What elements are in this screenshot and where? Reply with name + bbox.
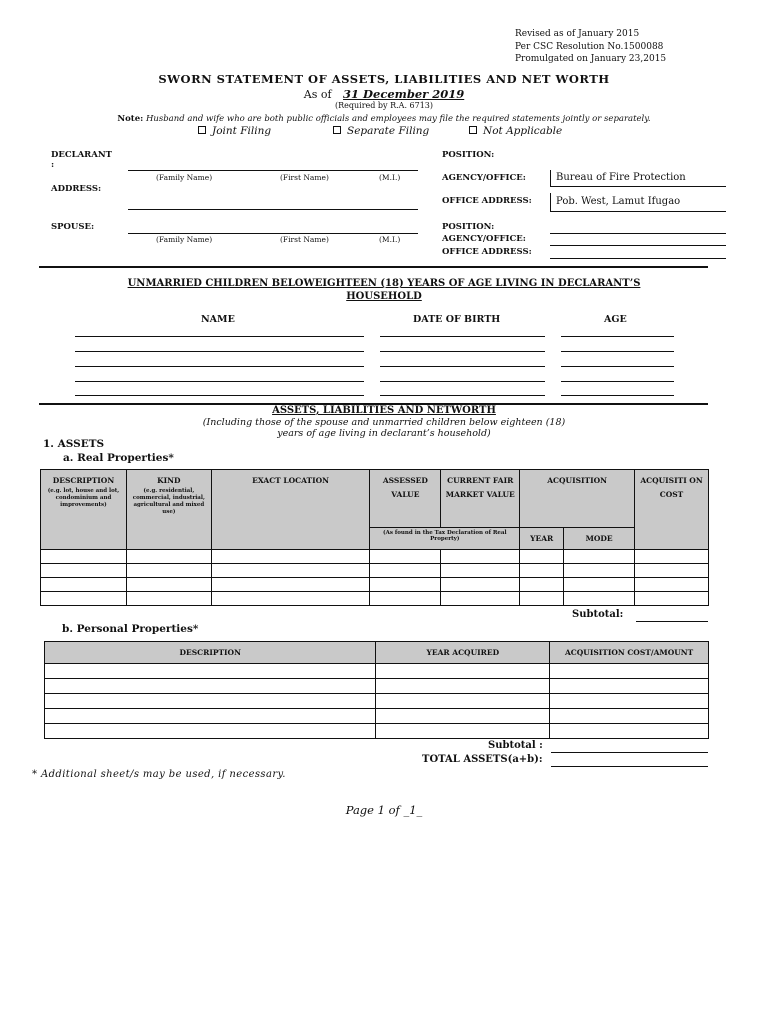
child-age-field[interactable] [561,336,674,337]
spouse-agency-field[interactable] [550,245,726,246]
csc-resolution: Per CSC Resolution No.1500088 [515,41,664,52]
child-name-field[interactable] [75,336,364,337]
table-cell[interactable] [45,724,376,739]
real-description-label: DESCRIPTION [52,476,115,485]
table-cell[interactable] [550,709,709,724]
table-row [41,578,709,592]
address-label: ADDRESS: [51,184,102,194]
address-field[interactable] [128,209,418,210]
declarant-name-field[interactable] [128,170,418,171]
revision-info [515,28,666,66]
table-row [45,694,709,709]
child-name-field[interactable] [75,351,364,352]
table-cell[interactable] [370,592,441,606]
as-of-line [0,87,768,101]
additional-sheet-footnote: * Additional sheet/s may be used, if necessary. [32,769,286,780]
table-cell[interactable] [564,592,635,606]
table-cell[interactable] [635,578,709,592]
spouse-office-address-label: OFFICE ADDRESS: [442,247,532,257]
document-title: SWORN STATEMENT OF ASSETS, LIABILITIES AND NET WORTH [158,72,610,86]
real-kind-header [126,470,211,550]
child-dob-field[interactable] [380,336,545,337]
as-of-date: 31 December 2019 [343,87,465,101]
child-dob-field[interactable] [380,381,545,382]
children-title-line1: UNMARRIED CHILDREN BELOWEIGHTEEN (18) YEARS OF AGE LIVING IN DECLARANT’S [127,278,641,289]
table-cell[interactable] [564,564,635,578]
personal-subtotal-label: Subtotal : [488,740,543,751]
not-applicable-label: Not Applicable [483,125,563,137]
checkbox-icon[interactable] [469,126,477,134]
table-cell[interactable] [41,578,127,592]
personal-acquisition-cost-header: ACQUISITION COST/AMOUNT [550,642,709,664]
table-cell[interactable] [550,694,709,709]
table-cell[interactable] [635,550,709,564]
table-cell[interactable] [41,564,127,578]
section-divider [39,266,708,268]
child-dob-field[interactable] [380,366,545,367]
page-number: Page 1 of _1_ [345,803,423,817]
table-cell[interactable] [370,564,441,578]
personal-description-header: DESCRIPTION [45,642,376,664]
table-cell[interactable] [41,550,127,564]
table-cell[interactable] [211,564,370,578]
position-label: POSITION: [442,150,495,160]
spouse-family-name-caption: (Family Name) [156,235,213,244]
table-cell[interactable] [126,550,211,564]
checkbox-icon[interactable] [333,126,341,134]
child-age-field[interactable] [561,366,674,367]
separate-filing-label: Separate Filing [347,125,430,137]
table-row [41,550,709,564]
table-row [45,664,709,679]
real-subtotal-label: Subtotal: [572,609,624,620]
table-row [45,709,709,724]
spouse-position-label: POSITION: [442,222,495,232]
table-cell[interactable] [550,724,709,739]
table-cell[interactable] [550,679,709,694]
office-address-label: OFFICE ADDRESS: [442,196,532,206]
children-title-line2: HOUSEHOLD [346,291,422,302]
filing-note [0,114,768,124]
table-cell[interactable] [520,550,564,564]
table-cell[interactable] [126,592,211,606]
table-cell[interactable] [441,564,520,578]
assets-subtitle-line1: (Including those of the spouse and unmarried children below eighteen (18) [202,417,566,428]
assets-heading: 1. ASSETS [43,438,105,450]
table-row [45,679,709,694]
joint-filing-label: Joint Filing [212,125,272,137]
spouse-mi-caption: (M.I.) [379,235,401,244]
table-cell[interactable] [564,550,635,564]
personal-subtotal-field[interactable] [551,752,708,753]
table-cell[interactable] [520,592,564,606]
table-cell[interactable] [211,578,370,592]
revised-date: Revised as of January 2015 [515,29,640,39]
table-cell[interactable] [441,550,520,564]
table-cell[interactable] [211,550,370,564]
real-description-hint: (e.g. lot, house and lot, condominium and improvements) [47,488,120,508]
children-age-header: AGE [604,314,627,325]
table-cell[interactable] [211,592,370,606]
spouse-label: SPOUSE: [51,222,95,232]
spouse-agency-label: AGENCY/OFFICE: [442,234,526,244]
table-cell[interactable] [376,724,550,739]
table-cell[interactable] [376,694,550,709]
real-acquisition-cost-header: ACQUISITI ON COST [635,470,709,550]
real-properties-heading: a. Real Properties* [63,452,174,464]
real-exact-location-header: EXACT LOCATION [211,470,370,550]
table-cell[interactable] [376,709,550,724]
real-kind-hint: (e.g. residential, commercial, industrial, agricultural and mixed use) [132,488,205,515]
child-age-field[interactable] [561,351,674,352]
table-row [41,592,709,606]
declarant-colon: : [51,160,55,170]
table-cell[interactable] [370,578,441,592]
table-cell[interactable] [376,664,550,679]
first-name-caption: (First Name) [280,173,329,182]
table-row [41,564,709,578]
table-cell[interactable] [370,550,441,564]
office-address-value[interactable]: Pob. West, Lamut Ifugao [556,196,681,207]
as-of-label: As of [303,88,332,101]
agency-value[interactable]: Bureau of Fire Protection [556,172,686,183]
child-dob-field[interactable] [380,351,545,352]
spouse-office-address-field[interactable] [550,258,726,259]
table-cell[interactable] [635,592,709,606]
personal-properties-heading: b. Personal Properties* [62,623,199,635]
table-cell[interactable] [635,564,709,578]
family-name-caption: (Family Name) [156,173,213,182]
real-acquisition-header: ACQUISITION [520,470,635,528]
assets-subtitle-line2: years of age living in declarant’s household) [277,428,491,439]
real-assessed-value-header: ASSESSED VALUE [370,470,441,528]
table-row [45,724,709,739]
table-cell[interactable] [376,679,550,694]
agency-field-line [550,186,726,187]
declarant-label: DECLARANT [51,150,112,160]
child-name-field[interactable] [75,395,364,396]
children-dob-header: DATE OF BIRTH [413,314,501,325]
real-kind-label: KIND [157,476,181,485]
table-cell[interactable] [441,592,520,606]
assets-section-title: ASSETS, LIABILITIES AND NETWORTH [272,405,496,416]
mi-caption: (M.I.) [379,173,401,182]
table-cell[interactable] [441,578,520,592]
real-description-header [41,470,127,550]
spouse-name-field[interactable] [128,233,418,234]
total-assets-field[interactable] [551,766,708,767]
spouse-position-field[interactable] [550,233,726,234]
required-by: (Required by R.A. 6713) [334,101,434,110]
real-year-header: YEAR [520,528,564,550]
table-cell[interactable] [41,592,127,606]
office-address-field-border [550,193,551,211]
office-address-field-line [550,211,726,212]
child-name-field[interactable] [75,366,364,367]
note-label: Note: [117,114,144,124]
agency-field-border [550,170,551,186]
personal-year-acquired-header: YEAR ACQUIRED [376,642,550,664]
table-cell[interactable] [126,564,211,578]
real-properties-table [40,469,709,606]
joint-filing-option[interactable] [198,125,271,137]
table-cell[interactable] [45,694,376,709]
children-name-header: NAME [201,314,235,325]
not-applicable-option[interactable] [469,125,562,137]
separate-filing-option[interactable] [333,125,429,137]
table-cell[interactable] [126,578,211,592]
table-cell[interactable] [564,578,635,592]
child-age-field[interactable] [561,395,674,396]
child-age-field[interactable] [561,381,674,382]
real-subtotal-field[interactable] [636,621,708,622]
real-mode-header: MODE [564,528,635,550]
table-cell[interactable] [520,578,564,592]
table-cell[interactable] [45,679,376,694]
real-tax-declaration-note: (As found in the Tax Declaration of Real Property) [370,528,520,550]
note-text: Husband and wife who are both public officials and employees may file the required statements jointly or separately. [143,114,651,124]
agency-label: AGENCY/OFFICE: [442,173,526,183]
table-cell[interactable] [45,709,376,724]
child-name-field[interactable] [75,381,364,382]
total-assets-label: TOTAL ASSETS(a+b): [422,754,543,765]
spouse-first-name-caption: (First Name) [280,235,329,244]
checkbox-icon[interactable] [198,126,206,134]
personal-properties-table [44,641,709,739]
promulgated-date: Promulgated on January 23,2015 [515,54,667,64]
child-dob-field[interactable] [380,395,545,396]
table-cell[interactable] [45,664,376,679]
real-current-value-header: CURRENT FAIR MARKET VALUE [441,470,520,528]
table-cell[interactable] [520,564,564,578]
table-cell[interactable] [550,664,709,679]
